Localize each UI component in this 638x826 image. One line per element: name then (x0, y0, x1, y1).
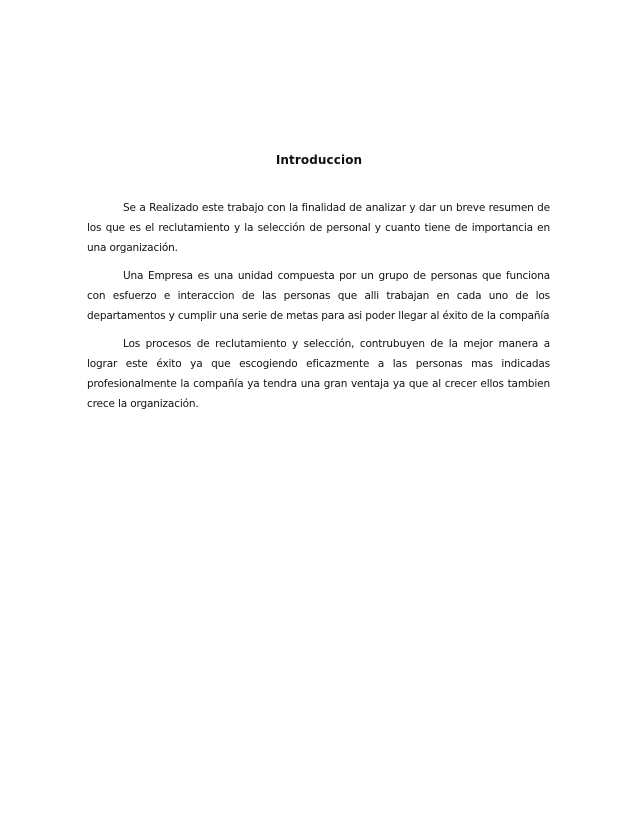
paragraph-1: Se a Realizado este trabajo con la finalidad de analizar y dar un breve resumen de los que es el reclutamiento y la selección de personal y cuanto tiene de importancia en una organización. (87, 202, 550, 254)
document-body (87, 198, 550, 422)
document-title: Introduccion (275, 153, 363, 167)
paragraph-3: Los procesos de reclutamiento y selección, contrubuyen de la mejor manera a lograr este éxito ya que escogiendo eficazmente a las personas mas indicadas profesionalmente la compañía ya tendra una gran ventaja ya que al crecer ellos tambien crece la organización. (87, 338, 550, 410)
paragraph-2: Una Empresa es una unidad compuesta por un grupo de personas que funciona con esfuerzo e interaccion de las personas que alli trabajan en cada uno de los departamentos y cumplir una serie de metas para asi poder llegar al éxito de la compañía (87, 270, 550, 322)
